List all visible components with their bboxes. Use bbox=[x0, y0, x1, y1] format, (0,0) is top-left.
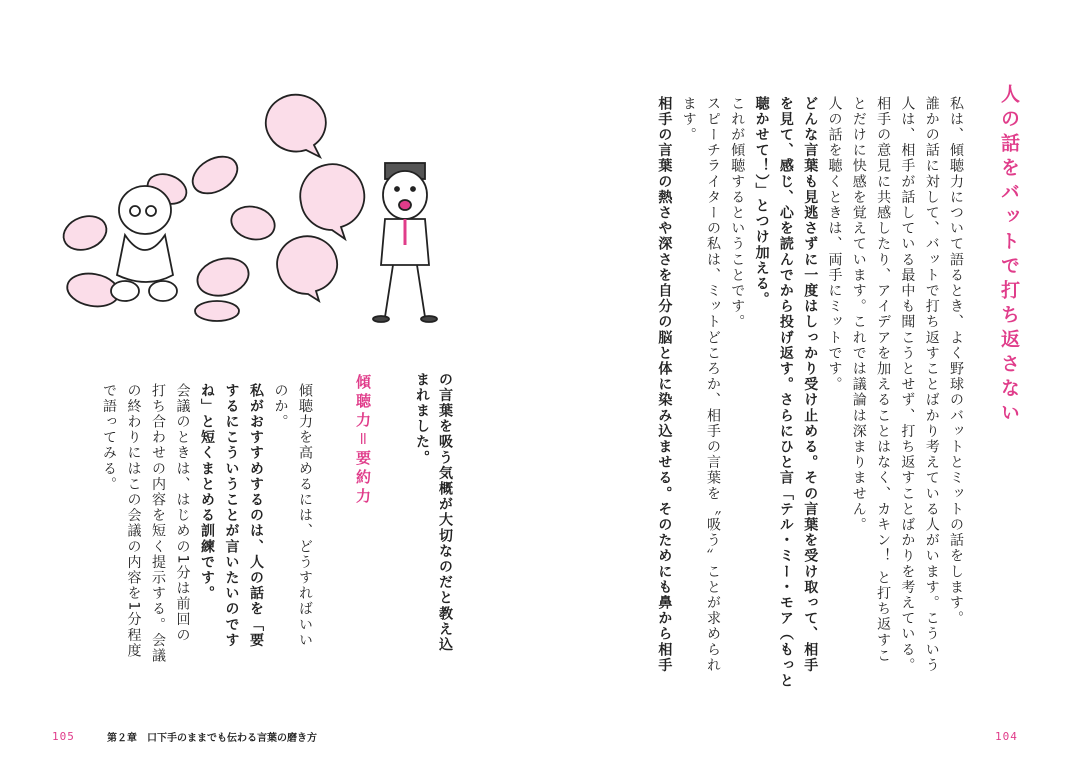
text-column: で語ってみる。 bbox=[101, 383, 117, 493]
page-number-right: 104 bbox=[995, 730, 1018, 743]
text-column: を見て、感じ、心を読んでから投げ返す。さらにひと言「テル・ミー・モア（もっと bbox=[777, 96, 794, 689]
text-column: 会議のときは、はじめの1分は前回の bbox=[174, 383, 191, 644]
text-column: まれました。 bbox=[414, 372, 430, 466]
text-column: 相手の言葉の熱さや深さを自分の脳と体に染み込ませる。そのためにも鼻から相手 bbox=[656, 96, 673, 674]
text-column: とだけに快感を覚えています。これでは議論は深まりません。 bbox=[850, 96, 867, 533]
speech-bubble-icon bbox=[266, 95, 364, 301]
running-head: 第２章 口下手のままでも伝わる言葉の磨き方 bbox=[107, 733, 317, 744]
text-column: 人の話を聴くときは、両手にミットです。 bbox=[826, 96, 843, 393]
text-column: 人は、相手が話している最中も聞こうとせず、打ち返すことばかりを考えている。 bbox=[899, 96, 916, 674]
text-column: 打ち合わせの内容を短く提示する。会議 bbox=[150, 383, 166, 664]
text-column: するにこういうことが言いたいのです bbox=[223, 383, 240, 649]
text-column: スピーチライターの私は、ミットどころか、相手の言葉を〝吸う〟ことが求められ bbox=[705, 96, 721, 674]
text-column: の言葉を吸う気概が大切なのだと教え込 bbox=[437, 372, 453, 653]
text-column: 傾聴力を高めるには、どうすればいい bbox=[297, 383, 313, 649]
text-column: 私がおすすめするのは、人の話を「要 bbox=[248, 383, 264, 649]
text-column: のか。 bbox=[272, 383, 289, 430]
page-number-left: 105 bbox=[52, 730, 75, 743]
text-column: どんな言葉も見逃さずに一度はしっかり受け止める。その言葉を受け取って、相手 bbox=[802, 96, 819, 674]
text-column: ね」と短くまとめる訓練です。 bbox=[199, 383, 215, 602]
right-page bbox=[535, 0, 1070, 764]
section-heading: 人の話をバットで打ち返さない bbox=[998, 84, 1020, 427]
text-column: の終わりにはこの会議の内容を1分程度 bbox=[125, 383, 142, 659]
listener-figure bbox=[111, 186, 177, 301]
speaker-figure bbox=[373, 163, 437, 322]
text-column: 相手の意見に共感したり、アイデアを加えることはなく、カキン！ と打ち返すこ bbox=[875, 96, 892, 664]
text-column: ます。 bbox=[680, 96, 697, 143]
sub-heading: 傾聴力＝要約力 bbox=[354, 374, 372, 508]
text-column: これが傾聴するということです。 bbox=[729, 96, 746, 330]
illustration bbox=[55, 85, 450, 325]
text-column: 私は、傾聴力について語るとき、よく野球のバットとミットの話をします。 bbox=[948, 96, 964, 627]
text-column: 聴かせて！）」とつけ加える。 bbox=[753, 96, 770, 308]
text-column: 誰かの話に対して、バットで打ち返すことばかり考えている人がいます。こういう bbox=[923, 96, 940, 674]
